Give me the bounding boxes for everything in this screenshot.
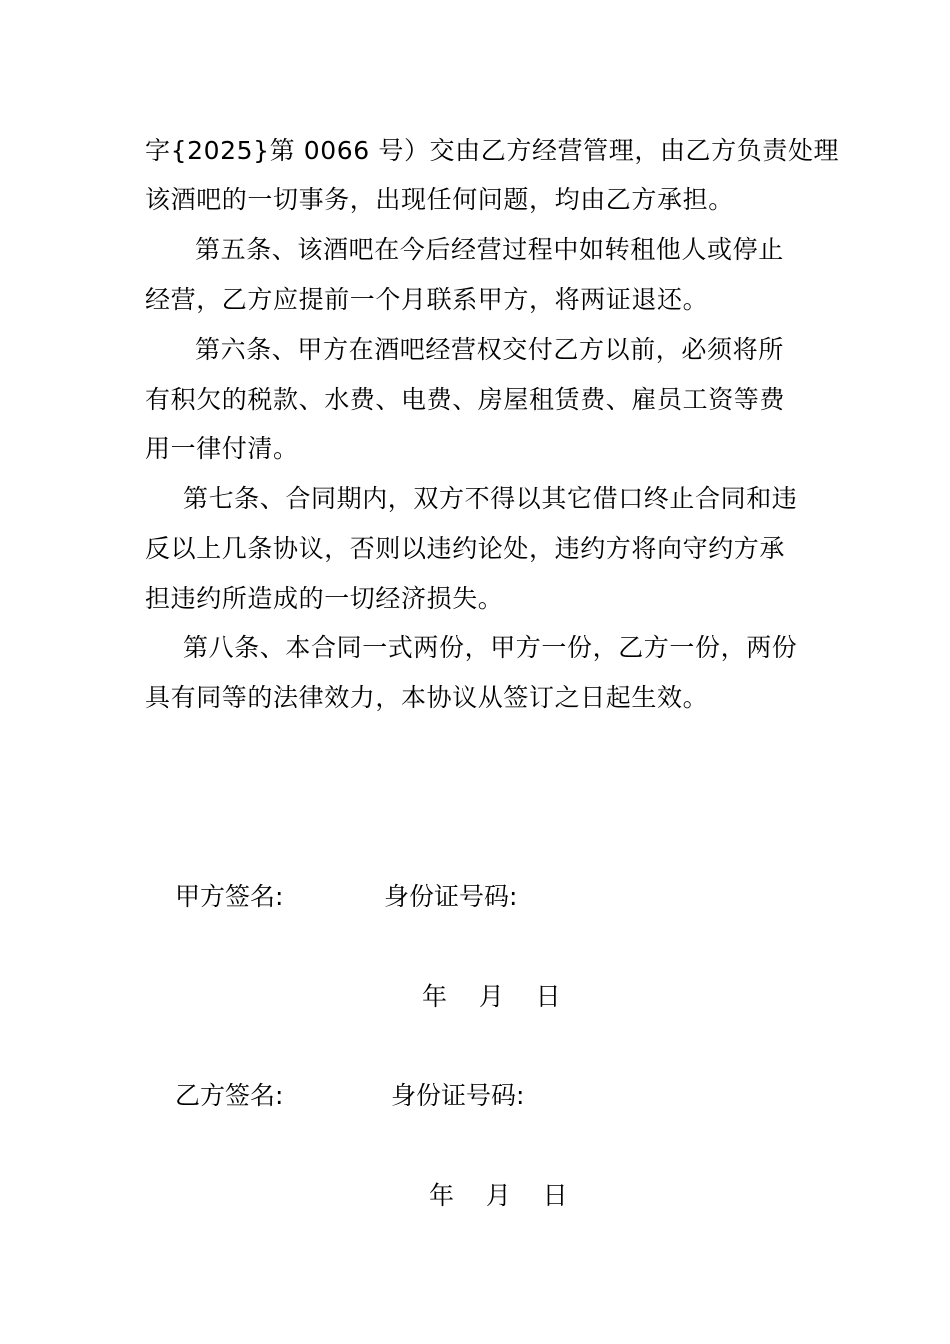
article-6-line: 有积欠的税款、水费、电费、房屋租赁费、雇员工资等费	[145, 385, 786, 414]
article-6-line: 用一律付清。	[145, 434, 299, 463]
party-a-date-label: 年 月 日	[422, 982, 563, 1011]
article-7-line: 反以上几条协议，否则以违约论处，违约方将向守约方承	[145, 534, 786, 563]
party-b-sign-label: 乙方签名:	[175, 1081, 284, 1110]
article-7-line: 第七条、合同期内，双方不得以其它借口终止合同和违	[183, 484, 798, 513]
article-5-line: 经营，乙方应提前一个月联系甲方，将两证退还。	[145, 285, 709, 314]
article-6-line: 第六条、甲方在酒吧经营权交付乙方以前，必须将所	[195, 335, 784, 364]
party-b-id-label: 身份证号码:	[391, 1081, 525, 1110]
paragraph-line: 该酒吧的一切事务，出现任何问题，均由乙方承担。	[145, 185, 734, 214]
article-5-line: 第五条、该酒吧在今后经营过程中如转租他人或停止	[195, 235, 784, 264]
party-a-id-label: 身份证号码:	[384, 882, 518, 911]
article-8-line: 具有同等的法律效力，本协议从签订之日起生效。	[145, 683, 709, 712]
party-b-date-label: 年 月 日	[429, 1181, 570, 1210]
party-a-sign-label: 甲方签名:	[175, 882, 284, 911]
paragraph-line: 字{2025}第 0066 号）交由乙方经营管理，由乙方负责处理	[145, 136, 840, 165]
article-7-line: 担违约所造成的一切经济损失。	[145, 584, 504, 613]
article-8-line: 第八条、本合同一式两份，甲方一份，乙方一份，两份	[183, 633, 798, 662]
